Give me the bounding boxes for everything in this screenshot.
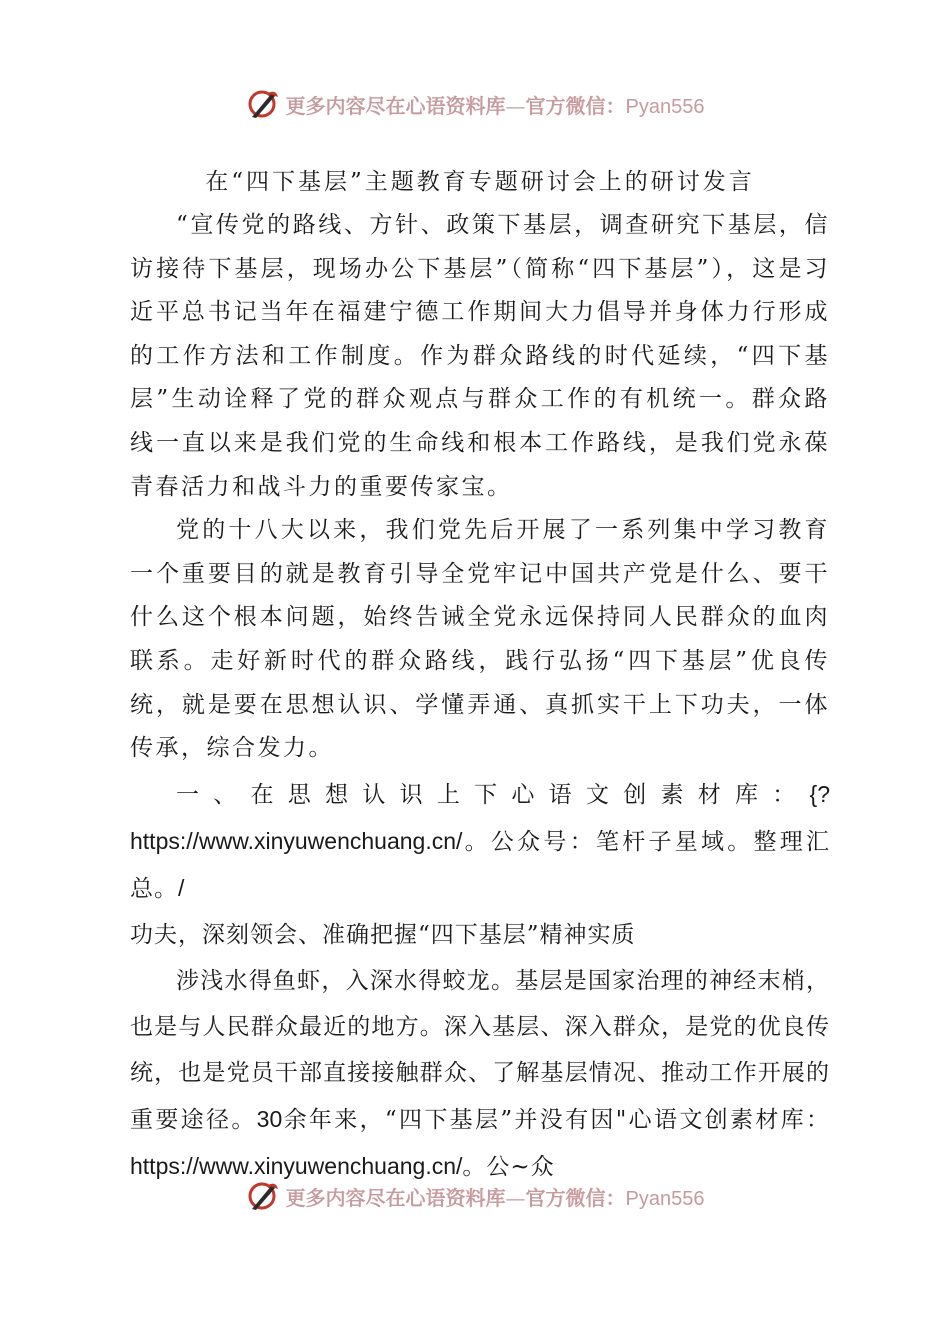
footer-watermark (0, 1176, 950, 1216)
paragraph-3-rest: 余年来，“四下基层”并没有因"心语文创素材库： (282, 1106, 830, 1133)
section-1-mid-text: 。公众号：笔杆子星域。整理汇总。 (130, 828, 830, 902)
header-wechat-label: 官方微信： (525, 93, 626, 118)
document-body (130, 160, 830, 1190)
paragraph-3-end: 。公~众 (462, 1153, 555, 1180)
header-banner-text: 更多内容尽在心语资料库 (285, 93, 506, 118)
paragraph-3-url: https://www.xinyuwenchuang.cn/ (130, 1152, 463, 1179)
section-1-heading (130, 771, 830, 958)
footer-wechat-label: 官方微信： (525, 1185, 626, 1210)
quill-logo-icon (246, 1179, 280, 1213)
paragraph-3-number: 30 (256, 1105, 283, 1132)
section-1-slash: / (178, 874, 185, 901)
section-1-tail-text: 功夫，深刻领会、准确把握“四下基层”精神实质 (130, 921, 636, 948)
paragraph-3-text: 涉浅水得鱼虾，入深水得蛟龙。基层是国家治理的神经末梢，也是与人民群众最近的地方。深入基层、深入群众，是党的优良传统，也是党员干部直接接触群众、了解基层情况、推动工作开展的重要途径。 (130, 967, 830, 1133)
quill-logo-icon (246, 87, 280, 121)
paragraph-3 (130, 958, 830, 1190)
header-separator: — (505, 93, 526, 118)
section-1-head-text: 一、在思想认识上下心语文创素材库： (176, 781, 810, 808)
section-1-url: {?https://www.xinyuwenchuang.cn/ (130, 780, 830, 854)
footer-wechat-id: Pyan556 (625, 1187, 705, 1210)
header-wechat-id: Pyan556 (625, 95, 705, 118)
document-title: 在“四下基层”主题教育专题研讨会上的研讨发言 (205, 169, 755, 195)
footer-separator: — (505, 1185, 526, 1210)
header-watermark (0, 84, 950, 124)
footer-banner-text: 更多内容尽在心语资料库 (285, 1185, 506, 1210)
paragraph-1: “宣传党的路线、方针、政策下基层，调查研究下基层，信访接待下基层，现场办公下基层”（简称“四下基层”），这是习近平总书记当年在福建宁德工作期间大力倡导并身体力行形成的工作方法和工作制度。作为群众路线的时代延续，“四下基层”生动诠释了党的群众观点与群众工作的有机统一。群众路线一直以来是我们党的生命线和根本工作路线，是我们党永葆青春活力和战斗力的重要传家宝。 (130, 212, 830, 500)
paragraph-2: 党的十八大以来，我们党先后开展了一系列集中学习教育一个重要目的就是教育引导全党牢记中国共产党是什么、要干什么这个根本问题，始终告诫全党永远保持同人民群众的血肉联系。走好新时代的群众路线，践行弘扬“四下基层”优良传统，就是要在思想认识、学懂弄通、真抓实干上下功夫，一体传承，综合发力。 (130, 517, 830, 762)
